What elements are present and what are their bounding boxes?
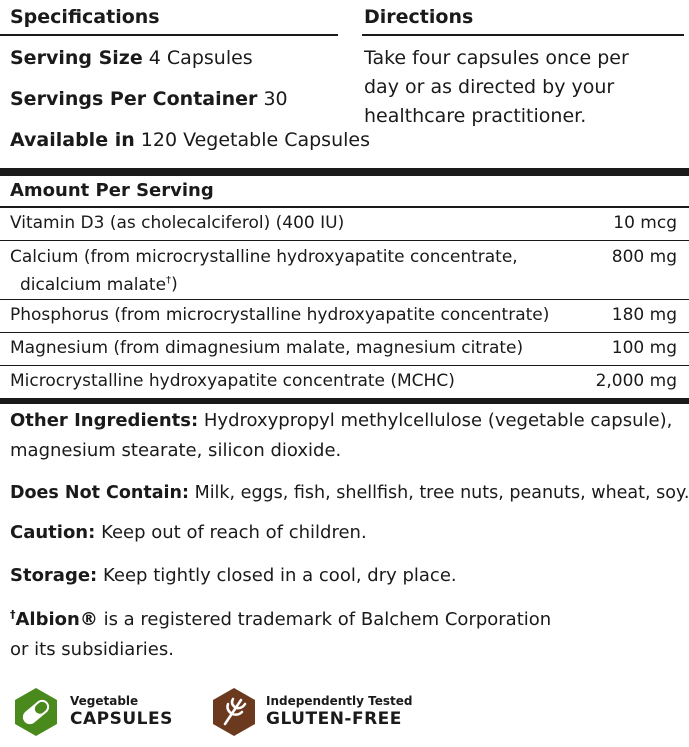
serving-size [10,47,253,69]
trademark-line2: or its subsidiaries. [10,639,174,660]
table-row [0,336,689,366]
does-not-contain-label: Does Not Contain: [10,483,190,503]
nutrient-name: Microcrystalline hydroxyapatite concentrate (MCHC) [10,371,455,391]
nutrient-name [10,245,580,297]
footnote-mark: † [166,275,172,286]
nutrient-name-line2-end: ) [171,274,178,295]
trademark-brand: Albion® [15,609,98,630]
trademark-note [10,600,689,665]
gluten-free-label: GLUTEN-FREE [266,709,402,729]
servings-value: 30 [263,88,288,110]
caution-text: Keep out of reach of children. [101,522,367,543]
independently-tested-label: Independently Tested [266,694,413,708]
nutrient-amount: 100 mg [611,338,677,358]
table-row [0,211,689,241]
storage-label: Storage: [10,565,98,586]
available-label: Available in [10,129,135,151]
nutrient-name-line1: Calcium (from microcrystalline hydroxyapatite concentrate, [10,247,518,267]
storage [10,561,689,591]
nutrient-name-line2: dicalcium malate [20,274,167,295]
nutrient-amount: 2,000 mg [595,371,677,391]
table-row [0,245,689,300]
nutrient-amount: 10 mcg [613,213,677,233]
row-divider [0,365,689,366]
serving-size-label: Serving Size [10,47,143,69]
servings-per-container [10,88,288,110]
does-not-contain [10,478,689,508]
directions-line: healthcare practitioner. [364,105,587,127]
trademark-mark: † [10,608,16,621]
table-bottom-rule [0,398,689,404]
vegetable-label: Vegetable [70,694,139,708]
row-divider [0,299,689,300]
capsule-icon [10,686,62,738]
directions-line: day or as directed by your [364,76,615,98]
nutrient-amount: 800 mg [611,247,677,267]
row-divider [0,240,689,241]
nutrient-name: Magnesium (from dimagnesium malate, magnesium citrate) [10,338,524,358]
serving-size-value: 4 Capsules [148,47,253,69]
directions-text [364,44,629,131]
table-header-rule [0,206,689,208]
trademark-line1: is a registered trademark of Balchem Corporation [103,609,552,630]
table-row [0,303,689,333]
available-in [10,129,370,151]
table-top-rule [0,168,689,176]
row-divider [0,332,689,333]
does-not-contain-text: Milk, eggs, fish, shellfish, tree nuts, peanuts, wheat, soy. [194,483,689,503]
wheat-icon [208,686,260,738]
nutrient-amount: 180 mg [611,305,677,325]
nutrient-name: Phosphorus (from microcrystalline hydroxyapatite concentrate) [10,305,550,325]
table-row [0,369,689,399]
directions-rule [362,34,684,36]
servings-label: Servings Per Container [10,88,258,110]
other-ingredients-line1: Hydroxypropyl methylcellulose (vegetable capsule), [203,410,673,431]
directions-line: Take four capsules once per [364,47,629,69]
directions-heading: Directions [364,6,474,28]
nutrient-name: Vitamin D3 (as cholecalciferol) (400 IU) [10,213,345,233]
caution [10,518,689,548]
other-ingredients-line2: magnesium stearate, silicon dioxide. [10,440,342,461]
caution-label: Caution: [10,522,96,543]
specifications-rule [0,34,338,36]
specifications-heading: Specifications [10,6,160,28]
capsules-label: CAPSULES [70,709,173,729]
other-ingredients-label: Other Ingredients: [10,410,199,431]
amount-per-serving-header: Amount Per Serving [10,180,214,201]
storage-text: Keep tightly closed in a cool, dry place. [102,565,457,586]
other-ingredients [10,406,689,466]
available-value: 120 Vegetable Capsules [140,129,370,151]
gluten-free-badge [208,686,438,738]
vegetable-capsules-badge [10,686,200,738]
